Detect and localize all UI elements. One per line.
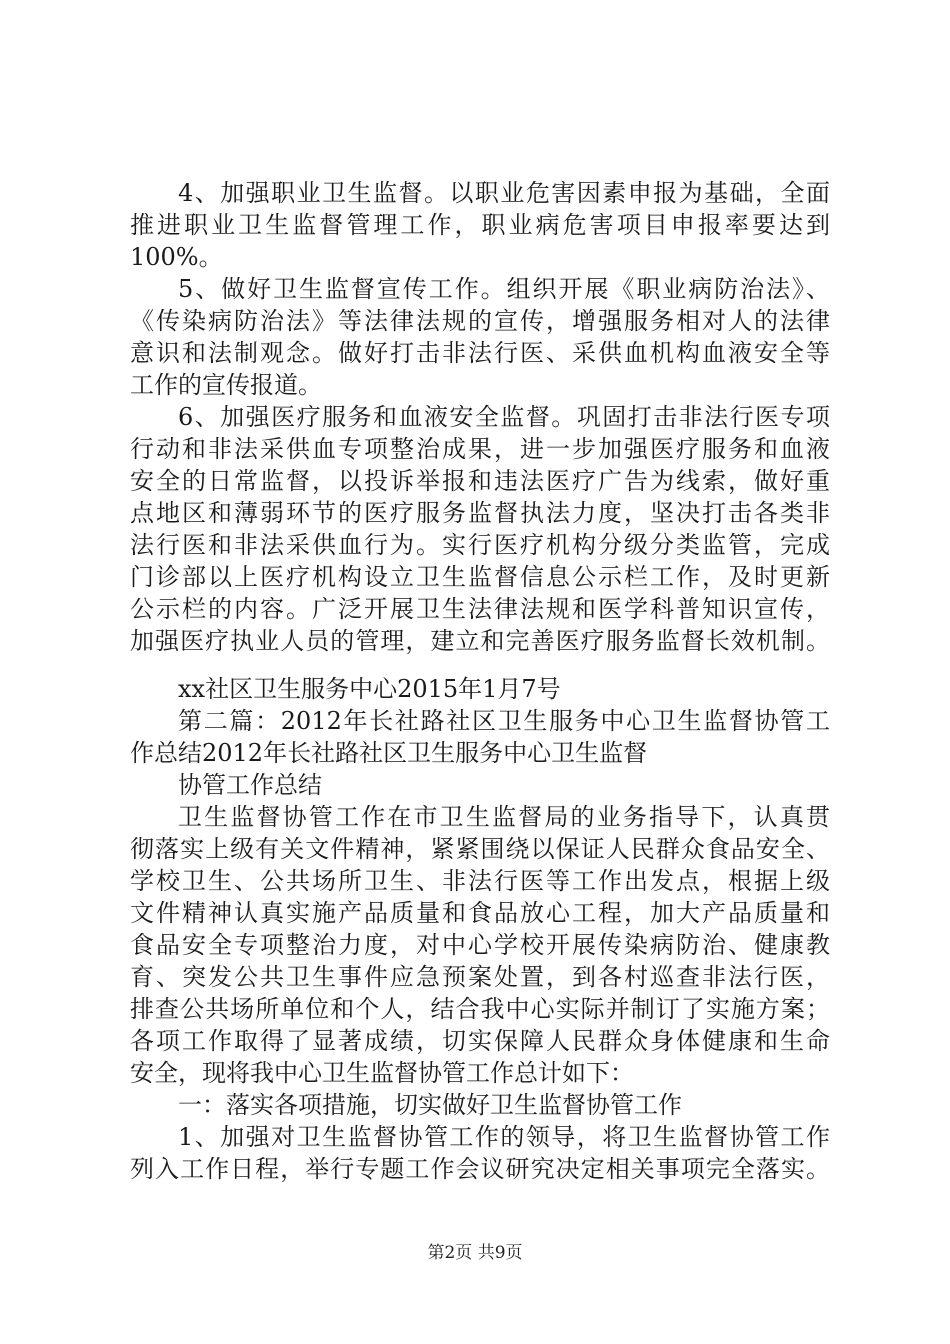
text-line: 加强医疗执业人员的管理，建立和完善医疗服务监督长效机制。 [130,627,830,655]
text-line: 卫生监督协管工作在市卫生监督局的业务指导下，认真贯 [178,803,830,831]
text-line: 文件精神认真实施产品质量和食品放心工程，加大产品质量和 [130,899,830,927]
text-line: 各项工作取得了显著成绩，切实保障人民群众身体健康和生命 [130,1027,830,1055]
signature-line: xx社区卫生服务中心2015年1月7号 [178,675,561,703]
text-line: 公示栏的内容。广泛开展卫生法律法规和医学科普知识宣传， [130,595,830,623]
text-line: 点地区和薄弱环节的医疗服务监督执法力度，坚决打击各类非 [130,499,830,527]
text-line: 法行医和非法采供血行为。实行医疗机构分级分类监管，完成 [130,531,830,559]
text-line: 排查公共场所单位和个人，结合我中心实际并制订了实施方案； [130,995,830,1023]
text-line: 安全的日常监督，以投诉举报和违法医疗广告为线索，做好重 [130,467,830,495]
section-heading: 作总结2012年长社路社区卫生服务中心卫生监督 [130,739,648,767]
text-line: 食品安全专项整治力度，对中心学校开展传染病防治、健康教 [130,931,830,959]
subsection-heading: 一：落实各项措施，切实做好卫生监督协管工作 [178,1091,682,1119]
text-line: 1、加强对卫生监督协管工作的领导，将卫生监督协管工作 [178,1123,830,1151]
page-number: 第2页 共9页 [427,1243,523,1263]
text-line: 门诊部以上医疗机构设立卫生监督信息公示栏工作，及时更新 [130,563,830,591]
section-heading: 协管工作总结 [178,771,322,799]
text-line: 100%。 [130,243,223,271]
section-heading: 第二篇：2012年长社路社区卫生服务中心卫生监督协管工 [178,707,830,735]
text-line: 4、加强职业卫生监督。以职业危害因素申报为基础，全面 [178,179,830,207]
text-line: 6、加强医疗服务和血液安全监督。巩固打击非法行医专项 [178,403,830,431]
text-line: 安全，现将我中心卫生监督协管工作总计如下： [130,1059,634,1087]
text-line: 工作的宣传报道。 [130,371,322,399]
text-line: 彻落实上级有关文件精神，紧紧围绕以保证人民群众食品安全、 [130,835,830,863]
text-line: 学校卫生、公共场所卫生、非法行医等工作出发点，根据上级 [130,867,830,895]
text-line: 意识和法制观念。做好打击非法行医、采供血机构血液安全等 [130,339,830,367]
text-line: 5、做好卫生监督宣传工作。组织开展《职业病防治法》、 [178,275,830,303]
text-line: 列入工作日程，举行专题工作会议研究决定相关事项完全落实。 [130,1155,830,1183]
text-line: 育、突发公共卫生事件应急预案处置，到各村巡查非法行医， [130,963,830,991]
text-line: 行动和非法采供血专项整治成果，进一步加强医疗服务和血液 [130,435,830,463]
text-line: 《传染病防治法》等法律法规的宣传，增强服务相对人的法律 [130,307,830,335]
text-line: 推进职业卫生监督管理工作，职业病危害项目申报率要达到 [130,211,830,239]
